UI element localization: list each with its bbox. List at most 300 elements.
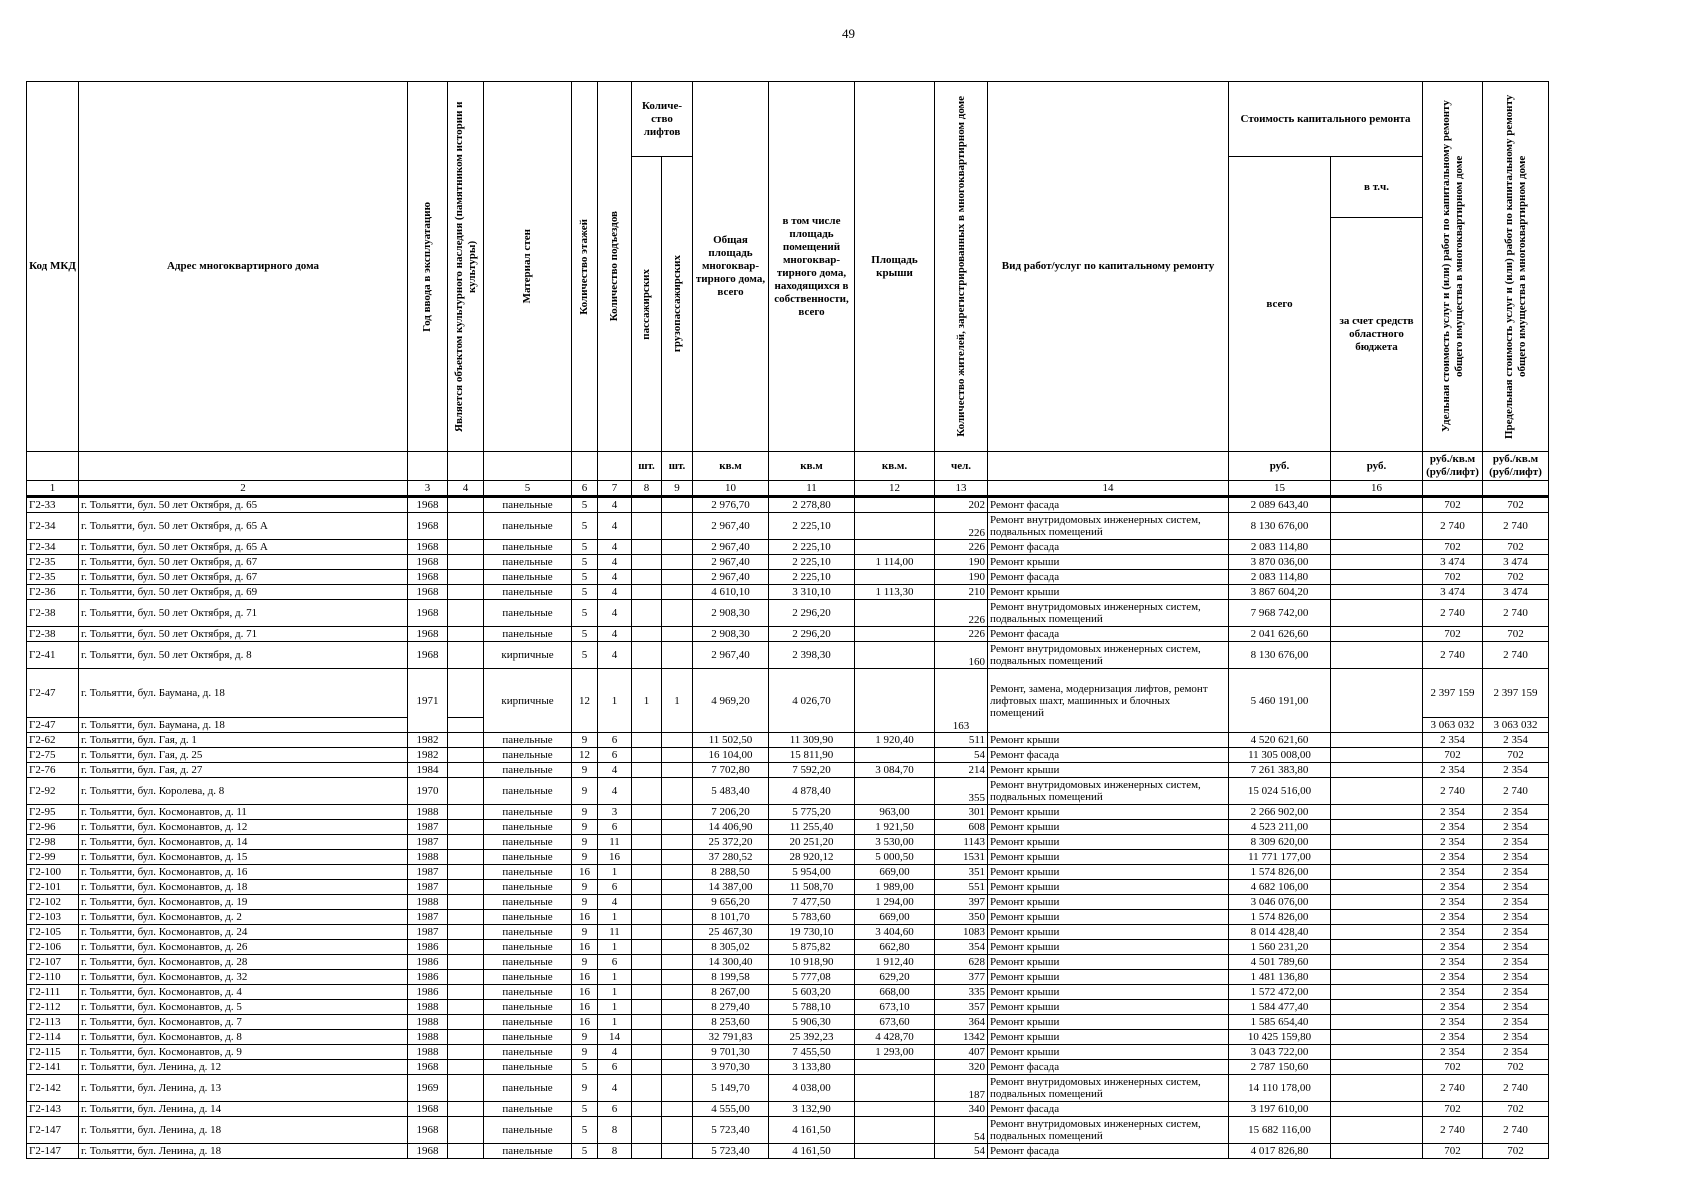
cell-address: г. Тольятти, бул. Космонавтов, д. 9 xyxy=(79,1045,408,1060)
cell-heritage xyxy=(448,1015,484,1030)
table-row xyxy=(27,1030,1549,1045)
cell-cost-regional xyxy=(1331,1102,1423,1117)
cell-roof-area: 668,00 xyxy=(855,985,935,1000)
cell-walls: панельные xyxy=(484,1045,572,1060)
table-body-1 xyxy=(27,497,1549,669)
cell-cost-total: 7 261 383,80 xyxy=(1229,763,1331,778)
cell-lifts-pass xyxy=(632,733,662,748)
column-number: 14 xyxy=(988,481,1229,497)
header-walls: Материал стен xyxy=(484,82,572,452)
cell-roof-area: 5 000,50 xyxy=(855,850,935,865)
cell-entrances: 1 xyxy=(598,910,632,925)
table-row xyxy=(27,778,1549,805)
cell-cost-total: 15 024 516,00 xyxy=(1229,778,1331,805)
table-row xyxy=(27,1144,1549,1159)
cell-lifts-cargo xyxy=(662,985,693,1000)
cell-walls: панельные xyxy=(484,1030,572,1045)
column-number: 12 xyxy=(855,481,935,497)
cell-work-type: Ремонт крыши xyxy=(988,865,1229,880)
cell-cost-total: 4 682 106,00 xyxy=(1229,880,1331,895)
cell-floors: 9 xyxy=(572,763,598,778)
cell-code: Г2-147 xyxy=(27,1117,79,1144)
cell-code: Г2-41 xyxy=(27,642,79,669)
cell-entrances: 4 xyxy=(598,570,632,585)
cell-unit-cost: 2 354 xyxy=(1423,805,1483,820)
cell-heritage xyxy=(448,585,484,600)
cell-heritage xyxy=(448,940,484,955)
header-cost-incl: в т.ч. xyxy=(1331,157,1423,218)
cell-entrances: 1 xyxy=(598,970,632,985)
cell-entrances: 6 xyxy=(598,955,632,970)
cell-year: 1988 xyxy=(408,805,448,820)
cell-residents: 628 xyxy=(935,955,988,970)
cell-roof-area: 1 114,00 xyxy=(855,555,935,570)
cell-cost-regional xyxy=(1331,1045,1423,1060)
cell-max-cost: 2 740 xyxy=(1483,642,1549,669)
cell-total-area: 8 253,60 xyxy=(693,1015,769,1030)
unit-code xyxy=(27,452,79,481)
cell-walls: панельные xyxy=(484,880,572,895)
cell-cost-regional xyxy=(1331,600,1423,627)
cell-code: Г2-34 xyxy=(27,513,79,540)
cell-lifts-cargo xyxy=(662,1060,693,1075)
cell-total-area: 8 279,40 xyxy=(693,1000,769,1015)
cell-lifts-cargo xyxy=(662,955,693,970)
cell-cost-regional xyxy=(1331,555,1423,570)
cell-address: г. Тольятти, бул. Космонавтов, д. 24 xyxy=(79,925,408,940)
column-numbers-row xyxy=(27,481,1549,497)
cell-max-cost: 2 740 xyxy=(1483,778,1549,805)
cell-floors: 5 xyxy=(572,1102,598,1117)
cell-max-cost: 2 397 159 xyxy=(1483,669,1549,718)
cell-walls: панельные xyxy=(484,835,572,850)
cell-cost-total: 1 574 826,00 xyxy=(1229,910,1331,925)
cell-floors: 5 xyxy=(572,600,598,627)
header-lifts-cargo: грузопассажирских xyxy=(662,157,693,452)
cell-address: г. Тольятти, бул. Ленина, д. 18 xyxy=(79,1144,408,1159)
cell-entrances: 4 xyxy=(598,585,632,600)
column-number xyxy=(1483,481,1549,497)
header-unit-cost: Удельная стоимость услуг и (или) работ по капитальному ремонту общего имущества в многоквартирном доме xyxy=(1423,82,1483,452)
cell-year: 1968 xyxy=(408,1117,448,1144)
cell-work-type: Ремонт крыши xyxy=(988,985,1229,1000)
cell-cost-regional xyxy=(1331,497,1423,513)
cell-floors: 5 xyxy=(572,642,598,669)
cell-roof-area: 629,20 xyxy=(855,970,935,985)
cell-owned-area: 11 309,90 xyxy=(769,733,855,748)
cell-cost-regional xyxy=(1331,748,1423,763)
cell-unit-cost: 2 354 xyxy=(1423,895,1483,910)
cell-cost-total: 15 682 116,00 xyxy=(1229,1117,1331,1144)
column-number: 8 xyxy=(632,481,662,497)
cell-code: Г2-35 xyxy=(27,555,79,570)
table-row xyxy=(27,985,1549,1000)
table-header xyxy=(27,82,1549,497)
cell-cost-total: 1 584 477,40 xyxy=(1229,1000,1331,1015)
cell-walls: панельные xyxy=(484,585,572,600)
cell-total-area: 8 267,00 xyxy=(693,985,769,1000)
cell-max-cost: 2 354 xyxy=(1483,805,1549,820)
cell-residents: 54 xyxy=(935,1144,988,1159)
cell-floors: 9 xyxy=(572,805,598,820)
cell-year: 1969 xyxy=(408,1075,448,1102)
cell-residents: 226 xyxy=(935,540,988,555)
cell-lifts-cargo xyxy=(662,763,693,778)
cell-work-type: Ремонт крыши xyxy=(988,1015,1229,1030)
cell-heritage xyxy=(448,835,484,850)
cell-max-cost: 2 354 xyxy=(1483,865,1549,880)
cell-lifts-cargo xyxy=(662,970,693,985)
cell-lifts-cargo xyxy=(662,1102,693,1117)
cell-total-area: 2 908,30 xyxy=(693,600,769,627)
cell-entrances: 1 xyxy=(598,1015,632,1030)
cell-owned-area: 2 225,10 xyxy=(769,513,855,540)
cell-roof-area: 669,00 xyxy=(855,910,935,925)
cell-cost-total: 10 425 159,80 xyxy=(1229,1030,1331,1045)
cell-cost-regional xyxy=(1331,940,1423,955)
table-row xyxy=(27,627,1549,642)
cell-walls: панельные xyxy=(484,970,572,985)
cell-residents: 210 xyxy=(935,585,988,600)
cell-lifts-pass xyxy=(632,600,662,627)
cell-roof-area: 673,10 xyxy=(855,1000,935,1015)
cell-cost-regional xyxy=(1331,585,1423,600)
header-lifts-pass: пассажирских xyxy=(632,157,662,452)
unit-floors xyxy=(572,452,598,481)
cell-entrances: 4 xyxy=(598,540,632,555)
cell-work-type: Ремонт крыши xyxy=(988,1000,1229,1015)
cell-owned-area: 10 918,90 xyxy=(769,955,855,970)
cell-max-cost: 2 740 xyxy=(1483,600,1549,627)
cell-total-area: 8 101,70 xyxy=(693,910,769,925)
cell-cost-regional xyxy=(1331,925,1423,940)
cell-lifts-pass xyxy=(632,1030,662,1045)
cell-work-type: Ремонт фасада xyxy=(988,627,1229,642)
cell-walls: панельные xyxy=(484,1060,572,1075)
cell-work-type: Ремонт крыши xyxy=(988,585,1229,600)
cell-cost-regional xyxy=(1331,778,1423,805)
cell-roof-area xyxy=(855,1060,935,1075)
cell-cost-regional xyxy=(1331,1075,1423,1102)
cell-total-area: 2 976,70 xyxy=(693,497,769,513)
cell-lifts-cargo xyxy=(662,778,693,805)
cell-work-type: Ремонт крыши xyxy=(988,733,1229,748)
cell-year: 1988 xyxy=(408,1015,448,1030)
cell-owned-area: 4 161,50 xyxy=(769,1117,855,1144)
cell-address: г. Тольятти, бул. Космонавтов, д. 32 xyxy=(79,970,408,985)
cell-max-cost: 2 354 xyxy=(1483,1000,1549,1015)
cell-unit-cost: 2 354 xyxy=(1423,733,1483,748)
cell-floors: 5 xyxy=(572,585,598,600)
cell-entrances: 6 xyxy=(598,880,632,895)
cell-year: 1988 xyxy=(408,895,448,910)
unit-owned-area: кв.м xyxy=(769,452,855,481)
cell-total-area: 5 723,40 xyxy=(693,1117,769,1144)
cell-unit-cost: 2 740 xyxy=(1423,1117,1483,1144)
cell-lifts-cargo xyxy=(662,1000,693,1015)
capital-repair-table xyxy=(26,81,1549,1159)
cell-work-type: Ремонт фасада xyxy=(988,1144,1229,1159)
cell-work-type: Ремонт внутридомовых инженерных систем, подвальных помещений xyxy=(988,1075,1229,1102)
cell-owned-area: 5 954,00 xyxy=(769,865,855,880)
unit-unit-cost: руб./кв.м (руб/лифт) xyxy=(1423,452,1483,481)
cell-address: г. Тольятти, бул. Космонавтов, д. 28 xyxy=(79,955,408,970)
cell-cost-total: 11 771 177,00 xyxy=(1229,850,1331,865)
cell-heritage xyxy=(448,513,484,540)
cell-roof-area: 662,80 xyxy=(855,940,935,955)
cell-work-type: Ремонт крыши xyxy=(988,1030,1229,1045)
cell-code: Г2-100 xyxy=(27,865,79,880)
cell-heritage xyxy=(448,570,484,585)
cell-max-cost: 2 354 xyxy=(1483,1045,1549,1060)
table-row xyxy=(27,600,1549,627)
header-cost-regional: за счет средств областного бюджета xyxy=(1331,218,1423,452)
cell-owned-area: 7 592,20 xyxy=(769,763,855,778)
column-number: 3 xyxy=(408,481,448,497)
cell-lifts-pass xyxy=(632,1144,662,1159)
cell-code: Г2-102 xyxy=(27,895,79,910)
cell-year: 1984 xyxy=(408,763,448,778)
cell-code: Г2-98 xyxy=(27,835,79,850)
cell-cost-total: 2 266 902,00 xyxy=(1229,805,1331,820)
table-row xyxy=(27,733,1549,748)
cell-cost-regional xyxy=(1331,642,1423,669)
cell-heritage xyxy=(448,820,484,835)
cell-roof-area: 1 293,00 xyxy=(855,1045,935,1060)
cell-year: 1968 xyxy=(408,600,448,627)
cell-unit-cost: 2 354 xyxy=(1423,865,1483,880)
header-roof-area: Площадь крыши xyxy=(855,82,935,452)
cell-floors: 5 xyxy=(572,1117,598,1144)
cell-year: 1971 xyxy=(408,669,448,733)
cell-work-type: Ремонт крыши xyxy=(988,1045,1229,1060)
cell-lifts-pass xyxy=(632,513,662,540)
cell-max-cost: 2 740 xyxy=(1483,1117,1549,1144)
cell-residents: 1083 xyxy=(935,925,988,940)
cell-max-cost: 2 354 xyxy=(1483,970,1549,985)
unit-walls xyxy=(484,452,572,481)
cell-owned-area: 3 310,10 xyxy=(769,585,855,600)
cell-walls: панельные xyxy=(484,1144,572,1159)
cell-address: г. Тольятти, бул. 50 лет Октября, д. 67 xyxy=(79,555,408,570)
cell-max-cost: 2 740 xyxy=(1483,1075,1549,1102)
cell-heritage xyxy=(448,1030,484,1045)
cell-residents: 226 xyxy=(935,600,988,627)
cell-entrances: 11 xyxy=(598,925,632,940)
cell-floors: 5 xyxy=(572,555,598,570)
cell-lifts-cargo xyxy=(662,513,693,540)
cell-residents: 608 xyxy=(935,820,988,835)
cell-max-cost: 2 354 xyxy=(1483,820,1549,835)
cell-code: Г2-99 xyxy=(27,850,79,865)
cell-address: г. Тольятти, бул. Космонавтов, д. 16 xyxy=(79,865,408,880)
cell-work-type: Ремонт крыши xyxy=(988,555,1229,570)
cell-roof-area xyxy=(855,1144,935,1159)
cell-heritage xyxy=(448,1045,484,1060)
cell-max-cost: 2 740 xyxy=(1483,513,1549,540)
cell-cost-regional xyxy=(1331,820,1423,835)
cell-cost-total: 2 787 150,60 xyxy=(1229,1060,1331,1075)
cell-max-cost: 2 354 xyxy=(1483,835,1549,850)
cell-cost-regional xyxy=(1331,985,1423,1000)
cell-residents: 1143 xyxy=(935,835,988,850)
cell-total-area: 2 908,30 xyxy=(693,627,769,642)
cell-cost-total: 8 130 676,00 xyxy=(1229,513,1331,540)
cell-max-cost: 702 xyxy=(1483,570,1549,585)
cell-cost-regional xyxy=(1331,1060,1423,1075)
cell-heritage xyxy=(448,627,484,642)
cell-roof-area: 3 404,60 xyxy=(855,925,935,940)
header-entrances: Количество подъездов xyxy=(598,82,632,452)
cell-floors: 16 xyxy=(572,1015,598,1030)
cell-floors: 16 xyxy=(572,940,598,955)
cell-unit-cost: 2 740 xyxy=(1423,600,1483,627)
cell-walls: панельные xyxy=(484,600,572,627)
cell-floors: 12 xyxy=(572,669,598,733)
cell-floors: 5 xyxy=(572,627,598,642)
table-row xyxy=(27,880,1549,895)
cell-residents: 407 xyxy=(935,1045,988,1060)
cell-roof-area xyxy=(855,669,935,733)
cell-total-area: 16 104,00 xyxy=(693,748,769,763)
cell-work-type: Ремонт внутридомовых инженерных систем, подвальных помещений xyxy=(988,642,1229,669)
cell-cost-total: 1 572 472,00 xyxy=(1229,985,1331,1000)
cell-cost-total: 2 089 643,40 xyxy=(1229,497,1331,513)
cell-lifts-pass xyxy=(632,1015,662,1030)
cell-floors: 5 xyxy=(572,513,598,540)
cell-year: 1968 xyxy=(408,1102,448,1117)
cell-code: Г2-107 xyxy=(27,955,79,970)
header-work-type: Вид работ/услуг по капитальному ремонту xyxy=(988,82,1229,452)
cell-unit-cost: 2 354 xyxy=(1423,880,1483,895)
cell-cost-total: 3 870 036,00 xyxy=(1229,555,1331,570)
cell-address: г. Тольятти, бул. Космонавтов, д. 5 xyxy=(79,1000,408,1015)
cell-cost-regional xyxy=(1331,1030,1423,1045)
cell-unit-cost: 2 354 xyxy=(1423,1000,1483,1015)
cell-year: 1986 xyxy=(408,955,448,970)
cell-address: г. Тольятти, бул. Королева, д. 8 xyxy=(79,778,408,805)
unit-lifts-cargo: шт. xyxy=(662,452,693,481)
cell-walls: панельные xyxy=(484,540,572,555)
cell-entrances: 11 xyxy=(598,835,632,850)
cell-heritage xyxy=(448,497,484,513)
column-number: 5 xyxy=(484,481,572,497)
cell-address: г. Тольятти, бул. Ленина, д. 14 xyxy=(79,1102,408,1117)
cell-cost-total: 2 083 114,80 xyxy=(1229,540,1331,555)
cell-heritage xyxy=(448,642,484,669)
cell-work-type: Ремонт фасада xyxy=(988,748,1229,763)
table-row xyxy=(27,1060,1549,1075)
cell-floors: 9 xyxy=(572,733,598,748)
table-row xyxy=(27,835,1549,850)
cell-owned-area: 2 278,80 xyxy=(769,497,855,513)
table-body-lift xyxy=(27,669,1549,733)
table-row xyxy=(27,669,1549,718)
cell-year: 1968 xyxy=(408,1060,448,1075)
cell-residents: 551 xyxy=(935,880,988,895)
cell-lifts-cargo xyxy=(662,1117,693,1144)
cell-roof-area xyxy=(855,570,935,585)
cell-lifts-cargo xyxy=(662,805,693,820)
cell-year: 1986 xyxy=(408,970,448,985)
cell-year: 1968 xyxy=(408,555,448,570)
cell-unit-cost: 702 xyxy=(1423,1060,1483,1075)
cell-residents: 226 xyxy=(935,513,988,540)
cell-address: г. Тольятти, бул. Космонавтов, д. 18 xyxy=(79,880,408,895)
cell-entrances: 14 xyxy=(598,1030,632,1045)
cell-residents: 301 xyxy=(935,805,988,820)
cell-code: Г2-105 xyxy=(27,925,79,940)
cell-residents: 335 xyxy=(935,985,988,1000)
page-number: 49 xyxy=(842,26,855,41)
cell-lifts-cargo xyxy=(662,865,693,880)
cell-cost-regional xyxy=(1331,1000,1423,1015)
cell-roof-area: 963,00 xyxy=(855,805,935,820)
column-number: 11 xyxy=(769,481,855,497)
cell-residents: 226 xyxy=(935,627,988,642)
table-row xyxy=(27,642,1549,669)
cell-address: г. Тольятти, бул. 50 лет Октября, д. 65 А xyxy=(79,513,408,540)
cell-max-cost: 3 063 032 xyxy=(1483,718,1549,733)
cell-year: 1986 xyxy=(408,940,448,955)
cell-unit-cost: 702 xyxy=(1423,540,1483,555)
cell-unit-cost: 2 354 xyxy=(1423,820,1483,835)
cell-residents: 355 xyxy=(935,778,988,805)
cell-cost-regional xyxy=(1331,910,1423,925)
cell-total-area: 2 967,40 xyxy=(693,540,769,555)
cell-floors: 9 xyxy=(572,820,598,835)
cell-walls: панельные xyxy=(484,1117,572,1144)
cell-floors: 5 xyxy=(572,540,598,555)
cell-residents: 320 xyxy=(935,1060,988,1075)
cell-lifts-pass xyxy=(632,1000,662,1015)
cell-cost-total: 1 574 826,00 xyxy=(1229,865,1331,880)
cell-residents: 511 xyxy=(935,733,988,748)
cell-owned-area: 2 225,10 xyxy=(769,570,855,585)
cell-unit-cost: 2 354 xyxy=(1423,835,1483,850)
cell-year: 1987 xyxy=(408,820,448,835)
cell-entrances: 1 xyxy=(598,669,632,733)
cell-unit-cost: 2 354 xyxy=(1423,1045,1483,1060)
column-number: 16 xyxy=(1331,481,1423,497)
cell-owned-area: 11 508,70 xyxy=(769,880,855,895)
cell-floors: 9 xyxy=(572,1045,598,1060)
cell-cost-total: 3 043 722,00 xyxy=(1229,1045,1331,1060)
cell-address: г. Тольятти, бул. Ленина, д. 13 xyxy=(79,1075,408,1102)
unit-roof-area: кв.м. xyxy=(855,452,935,481)
cell-floors: 16 xyxy=(572,1000,598,1015)
cell-lifts-pass xyxy=(632,1102,662,1117)
column-number: 7 xyxy=(598,481,632,497)
cell-code: Г2-113 xyxy=(27,1015,79,1030)
cell-address: г. Тольятти, бул. Ленина, д. 12 xyxy=(79,1060,408,1075)
table-row xyxy=(27,970,1549,985)
cell-owned-area: 5 906,30 xyxy=(769,1015,855,1030)
cell-code: Г2-35 xyxy=(27,570,79,585)
cell-floors: 16 xyxy=(572,865,598,880)
unit-cost-total: руб. xyxy=(1229,452,1331,481)
cell-unit-cost: 2 354 xyxy=(1423,970,1483,985)
cell-total-area: 8 288,50 xyxy=(693,865,769,880)
cell-heritage xyxy=(448,733,484,748)
cell-lifts-pass xyxy=(632,748,662,763)
cell-residents: 340 xyxy=(935,1102,988,1117)
cell-unit-cost: 2 740 xyxy=(1423,1075,1483,1102)
cell-max-cost: 2 354 xyxy=(1483,1015,1549,1030)
cell-entrances: 4 xyxy=(598,763,632,778)
cell-lifts-cargo xyxy=(662,627,693,642)
cell-work-type: Ремонт крыши xyxy=(988,970,1229,985)
